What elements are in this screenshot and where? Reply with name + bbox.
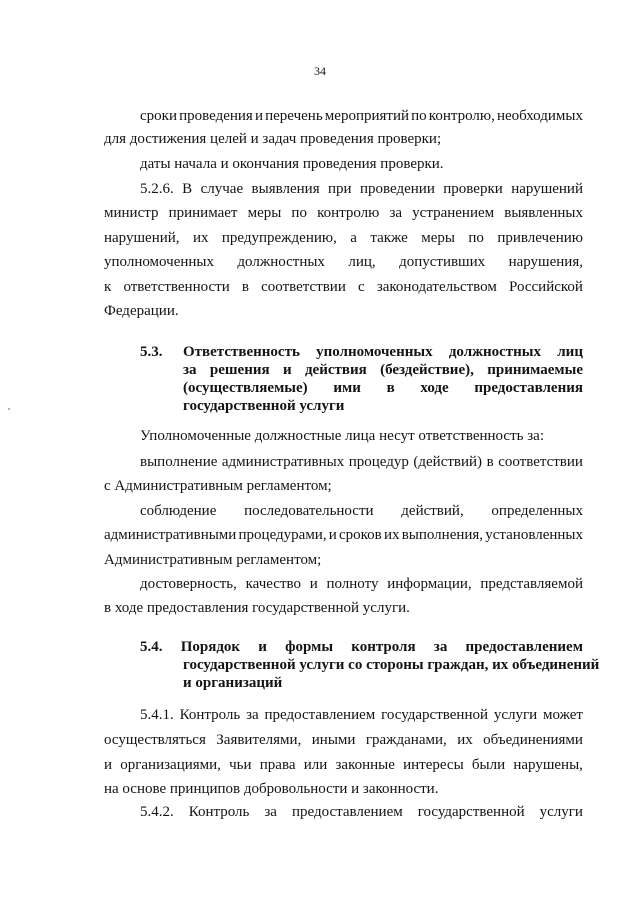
word: выполнения,	[401, 527, 484, 543]
text-line	[140, 575, 583, 593]
word: Порядок	[180, 639, 241, 655]
text-line: Административным регламентом;	[104, 552, 322, 568]
word: государственной	[381, 707, 488, 723]
word: выполнение	[140, 454, 218, 470]
section-heading-line	[183, 343, 583, 361]
section-heading-line	[140, 638, 583, 656]
word: представляемой	[480, 576, 583, 592]
word: Контроль	[179, 707, 241, 723]
word: в	[241, 279, 249, 295]
word: при	[328, 181, 352, 197]
word: по	[411, 108, 427, 124]
word: контролю,	[428, 108, 495, 124]
text-line: Уполномоченные должностные лица несут ответственность за:	[140, 428, 544, 444]
text-line: даты начала и окончания проведения проверки.	[140, 156, 444, 172]
text-line	[140, 706, 583, 724]
word: по	[468, 230, 484, 246]
word: качество	[245, 576, 301, 592]
word: иными	[311, 732, 356, 748]
word: лиц,	[348, 254, 376, 270]
word: установленных	[485, 527, 583, 543]
word: и	[104, 757, 113, 773]
word: с	[358, 279, 365, 295]
text-line	[140, 803, 583, 821]
section-heading-line: и организаций	[183, 675, 283, 691]
text-line	[140, 180, 583, 198]
word: 5.4.1.	[140, 707, 174, 723]
word: действий,	[401, 503, 464, 519]
word: организациями,	[120, 757, 221, 773]
word: интересы	[403, 757, 464, 773]
word: в	[486, 454, 494, 470]
section-heading-line	[183, 379, 583, 397]
text-line	[140, 107, 583, 125]
word: предоставления	[474, 380, 583, 396]
word: информации,	[387, 576, 472, 592]
word: ответственности	[123, 279, 230, 295]
word: осуществляться	[104, 732, 206, 748]
word: и	[309, 576, 318, 592]
word: ходе	[420, 380, 449, 396]
word: были	[471, 757, 506, 773]
scan-mark	[8, 408, 10, 410]
text-line	[140, 453, 583, 471]
word: достоверность,	[140, 576, 237, 592]
word: устранением	[412, 205, 495, 221]
word: допустивших	[399, 254, 486, 270]
word: контролю	[317, 205, 380, 221]
word: полноту	[326, 576, 379, 592]
word: необходимых	[496, 108, 583, 124]
word: предоставлением	[465, 639, 583, 655]
word: выявленных	[504, 205, 583, 221]
word: формы	[285, 639, 334, 655]
text-line	[104, 731, 583, 749]
word: процедур	[348, 454, 409, 470]
word: (действий)	[413, 454, 483, 470]
text-line	[140, 502, 583, 520]
word: решения	[209, 362, 270, 378]
word: меры	[247, 205, 282, 221]
word: к	[104, 279, 112, 295]
text-line: для достижения целей и задач проведения проверки;	[104, 131, 442, 147]
word: чьи	[229, 757, 252, 773]
word: объединениями	[483, 732, 583, 748]
text-line	[104, 278, 583, 296]
word: административных	[221, 454, 345, 470]
word: проведении	[360, 181, 435, 197]
word: в	[386, 380, 395, 396]
word: процедурами,	[238, 527, 327, 543]
word: мероприятий	[324, 108, 410, 124]
page-number: 34	[314, 64, 326, 78]
word: услуги	[493, 707, 538, 723]
word: определенных	[491, 503, 583, 519]
word: их	[192, 230, 209, 246]
word: проверки	[443, 181, 503, 197]
word: нарушены,	[513, 757, 583, 773]
word: соблюдение	[140, 503, 217, 519]
text-line: с Административным регламентом;	[104, 478, 332, 494]
word: случае	[200, 181, 244, 197]
word: за	[183, 362, 197, 378]
word: также	[370, 230, 408, 246]
word: Российской	[509, 279, 583, 295]
word: нарушений,	[104, 230, 180, 246]
word: сроки	[140, 108, 177, 124]
word: ими	[333, 380, 361, 396]
word: предупреждению,	[221, 230, 337, 246]
word: законные	[335, 757, 395, 773]
word: уполномоченных	[104, 254, 214, 270]
word: Ответственность	[183, 344, 300, 360]
word: перечень	[265, 108, 323, 124]
word: а	[350, 230, 357, 246]
word: за	[433, 639, 448, 655]
word: нарушения,	[508, 254, 583, 270]
word: (осуществляемые)	[183, 380, 308, 396]
word: привлечению	[497, 230, 583, 246]
word: министр	[104, 205, 159, 221]
word: административными	[104, 527, 237, 543]
section-number: 5.3.	[140, 344, 163, 360]
text-line	[104, 756, 583, 774]
word: принимает	[168, 205, 238, 221]
word: соответствии	[498, 454, 583, 470]
word: предоставлением	[264, 707, 376, 723]
word: должностных	[448, 344, 542, 360]
word: последовательности	[244, 503, 374, 519]
word: их	[383, 527, 400, 543]
word: 5.2.6.	[140, 181, 174, 197]
word: за	[246, 707, 259, 723]
word: сроков	[339, 527, 382, 543]
text-line: в ходе предоставления государственной услуги.	[104, 600, 410, 616]
text-line	[104, 526, 583, 544]
word: меры	[421, 230, 455, 246]
word: В	[182, 181, 193, 197]
word: лиц	[557, 344, 583, 360]
word: гражданами,	[365, 732, 447, 748]
word: (бездействие),	[380, 362, 474, 378]
word: контроля	[351, 639, 416, 655]
word: принимаемые	[487, 362, 583, 378]
word: за	[264, 804, 277, 820]
word: услуги	[539, 804, 583, 820]
word: соответствии	[261, 279, 346, 295]
section-heading-line	[183, 361, 583, 379]
text-line: Федерации.	[104, 303, 179, 319]
word: и	[282, 362, 292, 378]
text-line	[104, 229, 583, 247]
word: выявления	[251, 181, 320, 197]
word: нарушений	[511, 181, 583, 197]
word: и	[254, 108, 263, 124]
section-heading-line: государственной услуги со стороны граждан, их объединений	[183, 657, 600, 673]
word: может	[542, 707, 583, 723]
word: должностных	[237, 254, 325, 270]
word: их	[457, 732, 473, 748]
word: проведения	[179, 108, 253, 124]
word: и	[258, 639, 267, 655]
word: предоставлением	[291, 804, 403, 820]
word: действия	[304, 362, 367, 378]
word: по	[291, 205, 307, 221]
text-line	[104, 204, 583, 222]
word: 5.4.2.	[140, 804, 174, 820]
word: или	[303, 757, 328, 773]
text-line	[104, 253, 583, 271]
word: права	[259, 757, 296, 773]
word: и	[328, 527, 337, 543]
word: государственной	[417, 804, 525, 820]
word: 5.4.	[140, 639, 163, 655]
word: за	[389, 205, 403, 221]
word: законодательством	[376, 279, 497, 295]
word: Заявителями,	[216, 732, 302, 748]
text-line: на основе принципов добровольности и законности.	[104, 781, 439, 797]
section-heading-line: государственной услуги	[183, 398, 345, 414]
word: Контроль	[188, 804, 250, 820]
word: уполномоченных	[316, 344, 433, 360]
